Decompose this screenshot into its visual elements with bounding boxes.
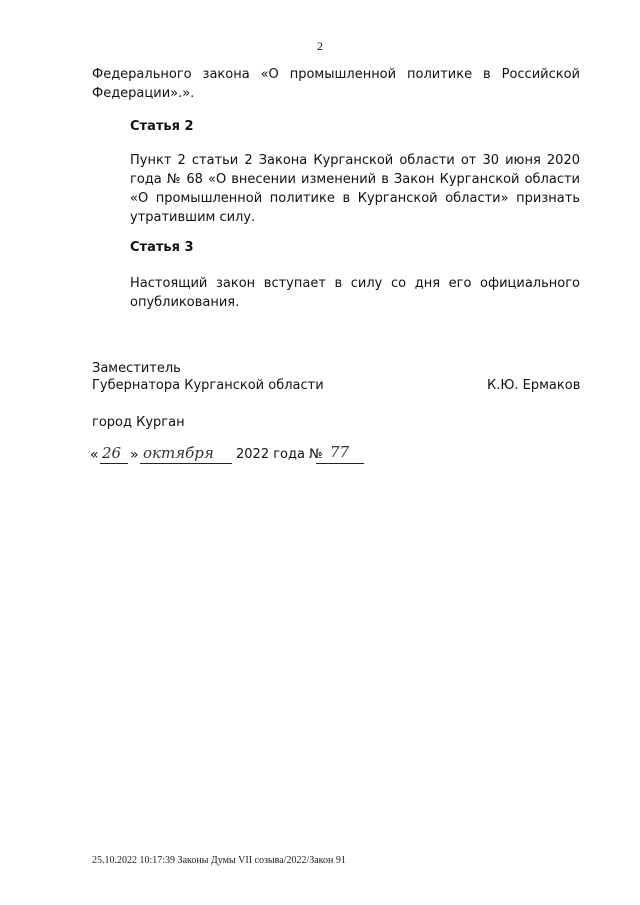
date-month: октября [143,444,214,462]
month-underline [140,463,232,464]
close-quote: » [130,447,139,463]
day-underline [100,463,128,464]
date-day: 26 [102,444,122,462]
signatory-name: К.Ю. Ермаков [487,378,581,393]
article-3-text: Настоящий закон вступает в силу со дня его официального опубликования. [130,276,580,310]
footer-file-info: 25.10.2022 10:17:39 Законы Думы VII созыва/2022/Закон 91 [92,855,346,866]
number-underline [316,463,364,464]
city: город Курган [92,415,185,430]
article-2-heading: Статья 2 [130,119,194,134]
page-number: 2 [317,39,323,53]
law-number: 77 [330,443,350,461]
open-quote: « [90,447,99,463]
signatory-title-line-2: Губернатора Курганской области [92,378,324,393]
date-year-text: 2022 года № [236,447,323,462]
intro-line-2: Федерации».». [92,86,195,101]
intro-paragraph [92,65,580,103]
intro-line-1: Федерального закона «О промышленной политике в Российской [92,67,580,82]
article-3-heading: Статья 3 [130,240,194,255]
signatory-title-line-1: Заместитель [92,361,181,376]
article-2-text: Пункт 2 статьи 2 Закона Курганской области от 30 июня 2020 года № 68 «О внесении изменений в Закон Курганской области «О промышленной политике в Курганской области» признать утратившим силу. [130,153,580,225]
